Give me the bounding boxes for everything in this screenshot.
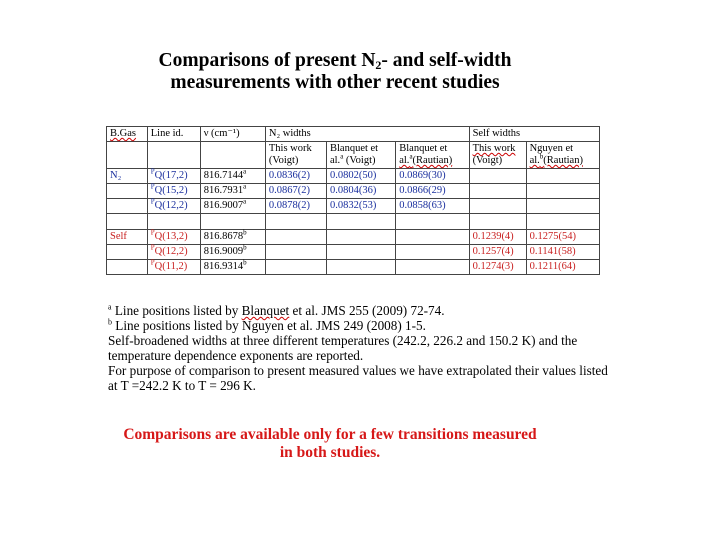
cell-empty bbox=[265, 245, 326, 260]
branch-mark: P bbox=[150, 197, 155, 206]
cell-text: al. bbox=[329, 155, 341, 166]
footnote-mark: a bbox=[243, 167, 247, 176]
cell-text bbox=[529, 152, 583, 166]
cell-empty bbox=[326, 214, 395, 230]
cell-line bbox=[147, 199, 200, 214]
footnote-mark: a bbox=[243, 197, 247, 206]
header-bgas bbox=[107, 127, 148, 142]
table-spacer-row bbox=[107, 214, 600, 230]
cell-value: 0.0858(63) bbox=[396, 199, 469, 214]
cell-empty bbox=[107, 214, 148, 230]
table-row bbox=[107, 184, 600, 199]
branch-mark: P bbox=[150, 258, 155, 267]
cell-text: This work bbox=[472, 143, 516, 154]
cell-text: Q(13,2) bbox=[154, 231, 188, 242]
cell-empty bbox=[469, 169, 526, 184]
header-self-widths: Self widths bbox=[469, 127, 599, 142]
note-self-broadened: Self-broadened widths at three different temperatures (242.2, 226.2 and 150.2 K) and the temperature dependence exponents are reported. bbox=[108, 333, 578, 363]
cell-value: 0.1211(64) bbox=[526, 260, 599, 275]
cell-text: 816.7144 bbox=[203, 170, 244, 181]
cell-text: Q(12,2) bbox=[154, 246, 188, 257]
cell-text: Q(15,2) bbox=[154, 185, 188, 196]
cell-text: 816.9007 bbox=[203, 200, 244, 211]
cell-nu bbox=[200, 199, 265, 214]
table-subheader-row bbox=[107, 142, 600, 169]
table-row bbox=[107, 245, 600, 260]
cell-value: 0.0802(50) bbox=[326, 169, 395, 184]
cell-text: This work bbox=[268, 143, 312, 154]
footnote-mark: b bbox=[243, 258, 247, 267]
cell-text bbox=[399, 152, 453, 166]
cell-text: Q(12,2) bbox=[154, 200, 188, 211]
cell-value: 0.0836(2) bbox=[265, 169, 326, 184]
table-row bbox=[107, 260, 600, 275]
cell-text: (Rautian) bbox=[543, 155, 583, 166]
page-title bbox=[110, 50, 560, 94]
cell-empty bbox=[200, 214, 265, 230]
cell-gas bbox=[107, 184, 148, 199]
cell-empty bbox=[326, 230, 395, 245]
cell-empty bbox=[265, 260, 326, 275]
cell-empty bbox=[526, 169, 599, 184]
cell-value: 0.0867(2) bbox=[265, 184, 326, 199]
cell-text: Blanquet et bbox=[399, 143, 448, 154]
cell-text: 816.8678 bbox=[203, 231, 244, 242]
cell-line bbox=[147, 260, 200, 275]
cell-empty bbox=[469, 214, 526, 230]
cell-nu bbox=[200, 260, 265, 275]
cell-text: 816.7931 bbox=[203, 185, 244, 196]
title-part2: - and self-width measurements with other recent studies bbox=[170, 50, 512, 93]
cell-gas bbox=[107, 199, 148, 214]
footnote-mark: a bbox=[409, 152, 413, 161]
branch-mark: P bbox=[150, 167, 155, 176]
cell-value: 0.0804(36) bbox=[326, 184, 395, 199]
cell-text: Q(11,2) bbox=[154, 261, 188, 272]
footnote-mark: a bbox=[340, 152, 344, 161]
cell-empty bbox=[396, 214, 469, 230]
note-text: Blanquet bbox=[241, 303, 290, 318]
cell-text: al. bbox=[399, 155, 410, 166]
title-subscript: 2 bbox=[375, 58, 382, 72]
footnote-a bbox=[108, 303, 608, 318]
cell-nu bbox=[200, 230, 265, 245]
cell-gas bbox=[107, 260, 148, 275]
table-header-row bbox=[107, 127, 600, 142]
cell-value: 0.0878(2) bbox=[265, 199, 326, 214]
cell-line bbox=[147, 245, 200, 260]
cell-nu bbox=[200, 245, 265, 260]
comparison-table bbox=[106, 126, 600, 275]
cell-empty bbox=[526, 199, 599, 214]
footnotes bbox=[108, 303, 608, 393]
subheader-empty bbox=[147, 142, 200, 169]
cell-value: 0.1141(58) bbox=[526, 245, 599, 260]
note-extrapolation: For purpose of comparison to present measured values we have extrapolated their values listed at T =242.2 K to T = 296 K. bbox=[108, 363, 608, 393]
cell-text: Q(17,2) bbox=[154, 170, 188, 181]
cell-value: 0.0869(30) bbox=[396, 169, 469, 184]
subheader-self-this-work bbox=[469, 142, 526, 169]
footnote-mark: b bbox=[243, 243, 247, 252]
cell-text: (Voigt) bbox=[268, 155, 299, 166]
conclusion-note: Comparisons are available only for a few transitions measured in both studies. bbox=[123, 426, 537, 461]
cell-empty bbox=[396, 230, 469, 245]
subheader-empty bbox=[200, 142, 265, 169]
cell-gas: N₂ bbox=[107, 169, 148, 184]
title-part1: Comparisons of present N bbox=[158, 50, 376, 71]
cell-value: 0.1257(4) bbox=[469, 245, 526, 260]
cell-gas bbox=[107, 245, 148, 260]
footnote-mark: a bbox=[108, 302, 112, 312]
cell-text: (Rautian) bbox=[412, 155, 453, 166]
cell-text: (Voigt) bbox=[343, 155, 376, 166]
cell-value: 0.1274(3) bbox=[469, 260, 526, 275]
note-text: Line positions listed by bbox=[111, 303, 242, 318]
cell-empty bbox=[265, 214, 326, 230]
cell-nu bbox=[200, 184, 265, 199]
cell-empty bbox=[396, 245, 469, 260]
cell-gas: Self bbox=[107, 230, 148, 245]
header-line-id: Line id. bbox=[147, 127, 200, 142]
subheader-blanquet-voigt bbox=[326, 142, 395, 169]
header-n2-widths: N₂ widths bbox=[265, 127, 469, 142]
cell-empty bbox=[526, 184, 599, 199]
branch-mark: P bbox=[150, 228, 155, 237]
cell-empty bbox=[326, 260, 395, 275]
cell-text: 816.9009 bbox=[203, 246, 244, 257]
cell-text: al. bbox=[529, 155, 540, 166]
subheader-nguyen bbox=[526, 142, 599, 169]
table-row bbox=[107, 230, 600, 245]
table-row bbox=[107, 169, 600, 184]
subheader-empty bbox=[107, 142, 148, 169]
footnote-mark: b bbox=[108, 317, 112, 327]
header-bgas-text: B.Gas bbox=[110, 128, 136, 139]
footnote-mark: b bbox=[243, 228, 247, 237]
note-text: et al. JMS 255 (2009) 72-74. bbox=[289, 303, 445, 318]
note-text: Line positions listed by Nguyen et al. JMS 249 (2008) 1-5. bbox=[112, 318, 426, 333]
cell-empty bbox=[396, 260, 469, 275]
subheader-this-work bbox=[265, 142, 326, 169]
cell-empty bbox=[265, 230, 326, 245]
table-row bbox=[107, 199, 600, 214]
cell-text: Nguyen et bbox=[529, 143, 574, 154]
cell-empty bbox=[469, 184, 526, 199]
cell-value: 0.1275(54) bbox=[526, 230, 599, 245]
cell-empty bbox=[326, 245, 395, 260]
cell-line bbox=[147, 184, 200, 199]
cell-nu bbox=[200, 169, 265, 184]
cell-text: 816.9314 bbox=[203, 261, 244, 272]
cell-text: (Voigt) bbox=[472, 155, 503, 166]
cell-empty bbox=[526, 214, 599, 230]
footnote-mark: b bbox=[539, 152, 544, 161]
cell-value: 0.0866(29) bbox=[396, 184, 469, 199]
cell-empty bbox=[147, 214, 200, 230]
branch-mark: P bbox=[150, 243, 155, 252]
subheader-blanquet-rautian bbox=[396, 142, 469, 169]
branch-mark: P bbox=[150, 182, 155, 191]
cell-line bbox=[147, 230, 200, 245]
cell-empty bbox=[469, 199, 526, 214]
cell-value: 0.0832(53) bbox=[326, 199, 395, 214]
cell-line bbox=[147, 169, 200, 184]
footnote-b bbox=[108, 318, 608, 333]
header-wavenumber: ν (cm⁻¹) bbox=[200, 127, 265, 142]
footnote-mark: a bbox=[243, 182, 247, 191]
cell-value: 0.1239(4) bbox=[469, 230, 526, 245]
cell-text: Blanquet et bbox=[329, 143, 379, 154]
